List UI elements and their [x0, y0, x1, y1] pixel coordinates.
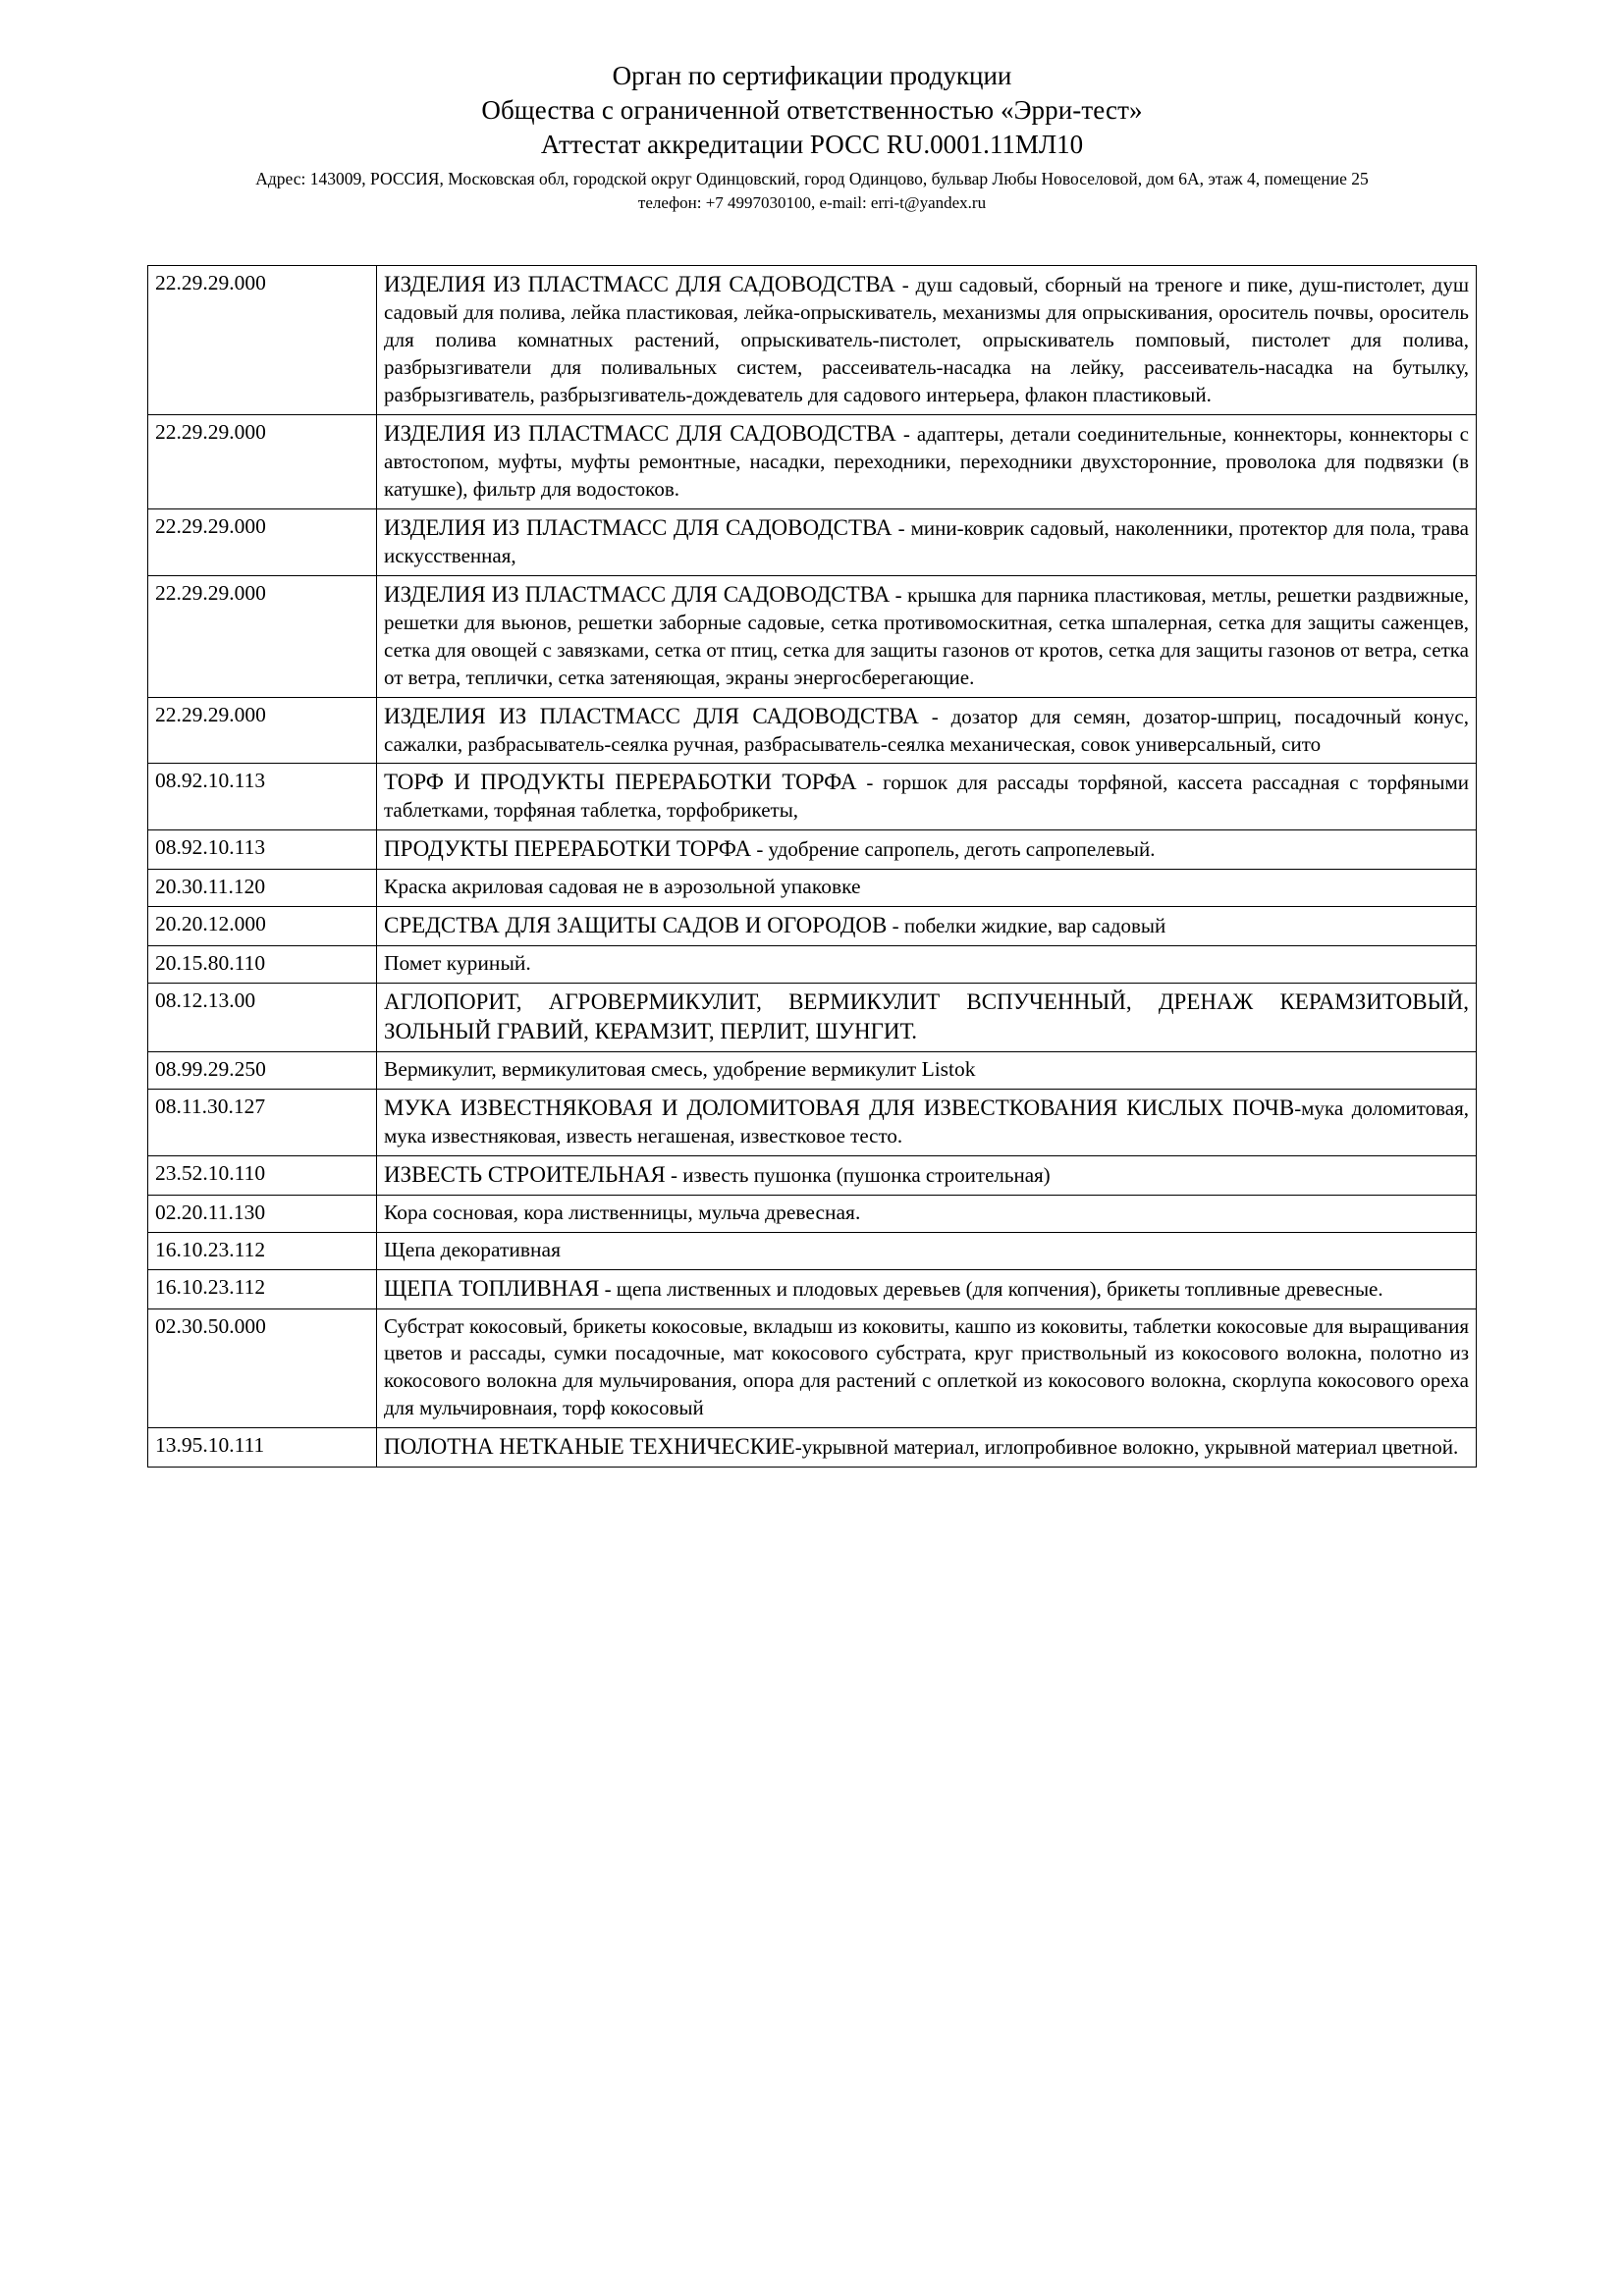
row-detail-text: Щепа декоративная	[384, 1237, 561, 1261]
row-detail-text: Субстрат кокосовый, брикеты кокосовые, вкладыш из коковиты, кашпо из коковиты, таблетки кокосовые для выращивания цветов и рассады, сумки посадочные, мат кокосового субстрата, круг приствольный из кокосового волокна, полотно из кокосового волокна для мульчирования, опора для растений с оплеткой из кокосового волокна, скорлупа кокосового ореха для мульчировнаия, торф кокосовый	[384, 1313, 1469, 1420]
table-row	[148, 266, 1477, 415]
row-caps-title: ИЗВЕСТЬ СТРОИТЕЛЬНАЯ	[384, 1161, 666, 1187]
table-row	[148, 697, 1477, 764]
table-row	[148, 575, 1477, 697]
catalog-body	[148, 266, 1477, 1468]
row-code: 22.29.29.000	[148, 575, 377, 697]
row-description	[377, 1232, 1477, 1269]
row-description	[377, 764, 1477, 830]
table-row	[148, 984, 1477, 1052]
table-row	[148, 1089, 1477, 1155]
row-description	[377, 415, 1477, 509]
row-description	[377, 907, 1477, 946]
row-code: 08.92.10.113	[148, 764, 377, 830]
row-description	[377, 1269, 1477, 1308]
table-row	[148, 1051, 1477, 1089]
row-description	[377, 266, 1477, 415]
row-caps-title: СРЕДСТВА ДЛЯ ЗАЩИТЫ САДОВ И ОГОРОДОВ	[384, 913, 888, 938]
row-code: 22.29.29.000	[148, 266, 377, 415]
table-row	[148, 830, 1477, 870]
row-description	[377, 575, 1477, 697]
table-row	[148, 946, 1477, 984]
document-header	[147, 59, 1477, 214]
table-row	[148, 1428, 1477, 1468]
row-code: 20.30.11.120	[148, 870, 377, 907]
row-description	[377, 697, 1477, 764]
row-caps-title: ЩЕПА ТОПЛИВНАЯ	[384, 1275, 600, 1301]
row-code: 22.29.29.000	[148, 508, 377, 575]
row-caps-title: МУКА ИЗВЕСТНЯКОВАЯ И ДОЛОМИТОВАЯ ДЛЯ ИЗВЕСТКОВАНИЯ КИСЛЫХ ПОЧВ	[384, 1095, 1295, 1120]
row-description	[377, 870, 1477, 907]
header-line-accreditation: Аттестат аккредитации РОСС RU.0001.11МЛ10	[540, 130, 1084, 160]
table-row	[148, 508, 1477, 575]
row-caps-title: ИЗДЕЛИЯ ИЗ ПЛАСТМАСС ДЛЯ САДОВОДСТВА	[384, 514, 893, 540]
row-caps-title: ИЗДЕЛИЯ ИЗ ПЛАСТМАСС ДЛЯ САДОВОДСТВА	[384, 703, 919, 728]
row-detail-text: Помет куриный.	[384, 951, 531, 976]
row-detail-text: - мини-коврик садовый, наколенники, протектор для пола, трава искусственная,	[384, 515, 1469, 567]
row-code: 23.52.10.110	[148, 1155, 377, 1195]
row-detail-text: Кора сосновая, кора лиственницы, мульча древесная.	[384, 1200, 861, 1224]
table-row	[148, 1308, 1477, 1428]
row-code: 08.92.10.113	[148, 830, 377, 870]
header-line-organization: Орган по сертификации продукции	[612, 61, 1012, 90]
table-row	[148, 415, 1477, 509]
row-code: 16.10.23.112	[148, 1269, 377, 1308]
row-caps-title: АГЛОПОРИТ, АГРОВЕРМИКУЛИТ, ВЕРМИКУЛИТ ВСПУЧЕННЫЙ, ДРЕНАЖ КЕРАМЗИТОВЫЙ, ЗОЛЬНЫЙ ГРАВИЙ, КЕРАМЗИТ, ПЕРЛИТ, ШУНГИТ.	[384, 989, 1469, 1044]
table-row	[148, 764, 1477, 830]
row-detail-text: Краска акриловая садовая не в аэрозольной упаковке	[384, 875, 861, 899]
row-code: 20.15.80.110	[148, 946, 377, 984]
row-detail-text: - щепа лиственных и плодовых деревьев (для копчения), брикеты топливные древесные.	[599, 1276, 1383, 1301]
row-caps-title: ИЗДЕЛИЯ ИЗ ПЛАСТМАСС ДЛЯ САДОВОДСТВА	[384, 272, 895, 297]
header-table-gap	[147, 214, 1477, 265]
table-row	[148, 1155, 1477, 1195]
row-detail-text: -мука доломитовая, мука известняковая, известь негашеная, известковое тесто.	[384, 1095, 1469, 1148]
header-address: Адрес: 143009, РОССИЯ, Московская обл, городской округ Одинцовский, город Одинцово, бульвар Любы Новоселовой, дом 6А, этаж 4, помещение 25	[255, 169, 1369, 189]
row-caps-title: ИЗДЕЛИЯ ИЗ ПЛАСТМАСС ДЛЯ САДОВОДСТВА	[384, 421, 896, 447]
row-caps-title: ИЗДЕЛИЯ ИЗ ПЛАСТМАСС ДЛЯ САДОВОДСТВА	[384, 581, 891, 607]
table-row	[148, 870, 1477, 907]
row-code: 13.95.10.111	[148, 1428, 377, 1468]
row-caps-title: ПРОДУКТЫ ПЕРЕРАБОТКИ ТОРФА	[384, 836, 752, 862]
row-code: 16.10.23.112	[148, 1232, 377, 1269]
header-line-company: Общества с ограниченной ответственностью «Эрри-тест»	[481, 95, 1143, 126]
row-detail-text: Вермикулит, вермикулитовая смесь, удобрение вермикулит Listok	[384, 1056, 976, 1081]
row-code: 08.11.30.127	[148, 1089, 377, 1155]
row-detail-text: - крышка для парника пластиковая, метлы, решетки раздвижные, решетки для вьюнов, решетки заборные садовые, сетка противомоскитная, сетка шпалерная, сетка для защиты саженцев, сетка для овощей с завязками, сетка от птиц, сетка для защиты газонов от кротов, сетка для защиты газонов от ветра, сетка от ветра, теплички, сетка затеняющая, экраны энергосберегающие.	[384, 582, 1470, 689]
row-code: 20.20.12.000	[148, 907, 377, 946]
row-detail-text: - душ садовый, сборный на треноге и пике, душ-пистолет, душ садовый для полива, лейка пластиковая, лейка-опрыскиватель, механизмы для опрыскивания, ороситель почвы, ороситель для полива комнатных растений, опрыскиватель-пистолет, опрыскиватель помповый, пистолет для полива, разбрызгиватели для поливальных систем, рассеиватель-насадка на лейку, рассеиватель-насадка на бутылку, разбрызгиватель, разбрызгиватель-дождеватель для садового интерьера, флакон пластиковый.	[384, 273, 1469, 407]
row-detail-text: - удобрение сапропель, деготь сапропелевый.	[751, 837, 1156, 862]
row-caps-title: ТОРФ И ПРОДУКТЫ ПЕРЕРАБОТКИ ТОРФА	[384, 770, 857, 795]
row-description	[377, 1195, 1477, 1232]
table-row	[148, 1232, 1477, 1269]
row-description	[377, 830, 1477, 870]
row-code: 08.99.29.250	[148, 1051, 377, 1089]
row-description	[377, 1155, 1477, 1195]
row-detail-text: -укрывной материал, иглопробивное волокно, укрывной материал цветной.	[794, 1435, 1459, 1460]
row-detail-text: - дозатор для семян, дозатор-шприц, посадочный конус, сажалки, разбрасыватель-сеялка ручная, разбрасыватель-сеялка механическая, совок универсальный, сито	[384, 704, 1469, 756]
table-row	[148, 1269, 1477, 1308]
row-code: 02.30.50.000	[148, 1308, 377, 1428]
row-description	[377, 984, 1477, 1052]
row-caps-title: ПОЛОТНА НЕТКАНЫЕ ТЕХНИЧЕСКИЕ	[384, 1434, 795, 1460]
row-code: 02.20.11.130	[148, 1195, 377, 1232]
row-description	[377, 1089, 1477, 1155]
row-detail-text: - горшок для рассады торфяной, кассета рассадная с торфяными таблетками, торфяная таблетка, торфобрикеты,	[384, 771, 1469, 823]
header-contacts: телефон: +7 4997030100, e-mail: erri-t@yandex.ru	[637, 193, 987, 213]
row-description	[377, 1428, 1477, 1468]
table-row	[148, 1195, 1477, 1232]
row-detail-text: - побелки жидкие, вар садовый	[887, 914, 1166, 938]
row-code: 22.29.29.000	[148, 697, 377, 764]
row-description	[377, 508, 1477, 575]
row-description	[377, 1051, 1477, 1089]
row-detail-text: - известь пушонка (пушонка строительная)	[665, 1162, 1051, 1187]
row-code: 08.12.13.00	[148, 984, 377, 1052]
row-description	[377, 946, 1477, 984]
row-detail-text: - адаптеры, детали соединительные, коннекторы, коннекторы с автостопом, муфты, муфты ремонтные, насадки, переходники, переходники двухсторонние, проволока для подвязки (в катушке), фильтр для водостоков.	[384, 422, 1469, 502]
table-row	[148, 907, 1477, 946]
row-description	[377, 1308, 1477, 1428]
row-code: 22.29.29.000	[148, 415, 377, 509]
product-catalog-table	[147, 265, 1477, 1468]
